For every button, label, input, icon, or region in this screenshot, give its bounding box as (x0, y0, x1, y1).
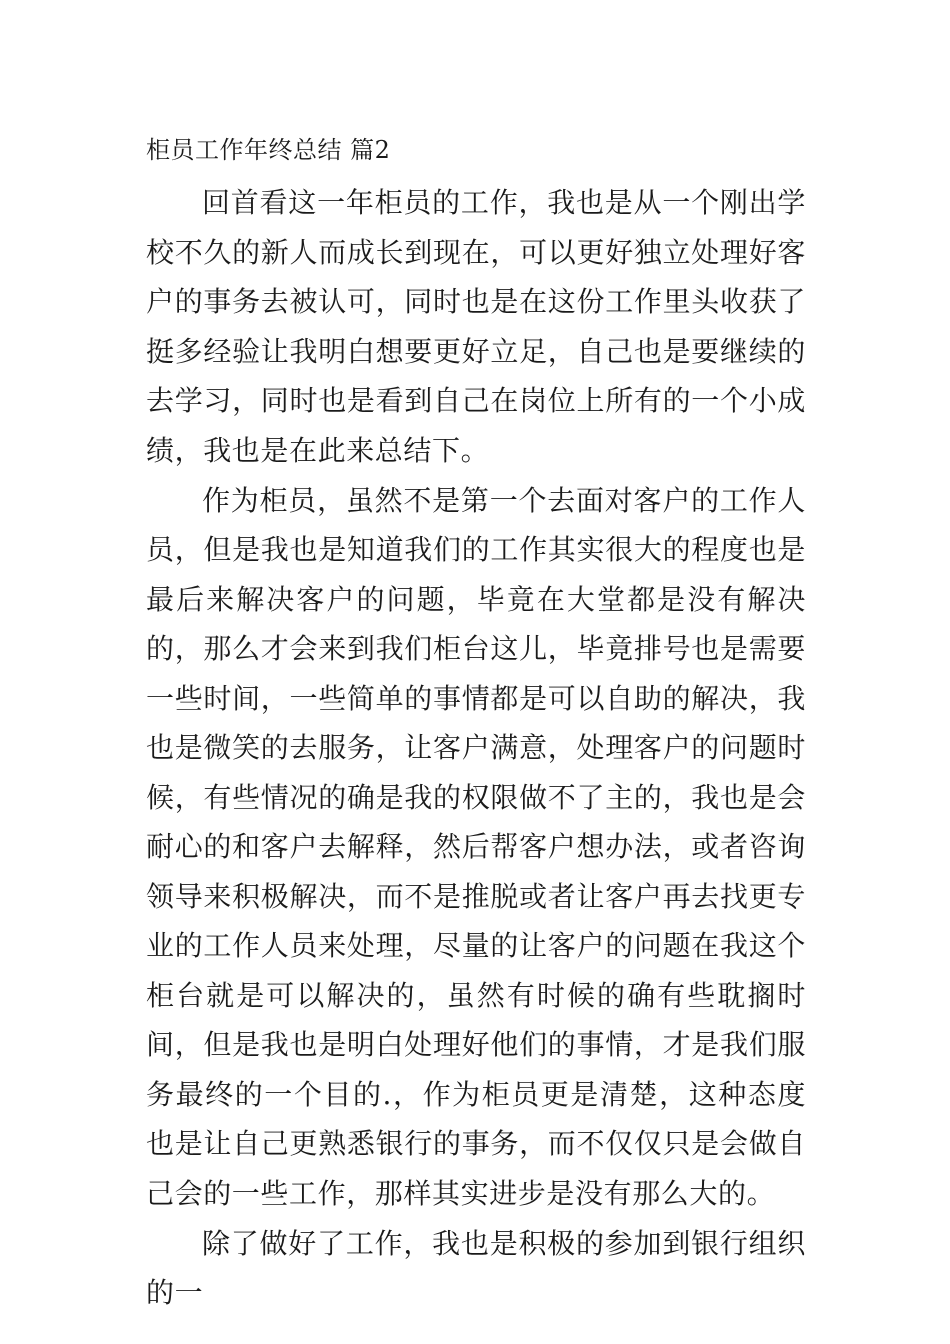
paragraph-2: 作为柜员，虽然不是第一个去面对客户的工作人员，但是我也是知道我们的工作其实很大的程度也是最后来解决客户的问题，毕竟在大堂都是没有解决的，那么才会来到我们柜台这儿，毕竟排号也是需要一些时间，一些简单的事情都是可以自助的解决，我也是微笑的去服务，让客户满意，处理客户的问题时候，有些情况的确是我的权限做不了主的，我也是会耐心的和客户去解释，然后帮客户想办法，或者咨询领导来积极解决，而不是推脱或者让客户再去找更专业的工作人员来处理，尽量的让客户的问题在我这个柜台就是可以解决的，虽然有时候的确有些耽搁时间，但是我也是明白处理好他们的事情，才是我们服务最终的一个目的.，作为柜员更是清楚，这种态度也是让自己更熟悉银行的事务，而不仅仅只是会做自己会的一些工作，那样其实进步是没有那么大的。 (146, 483, 806, 1210)
paragraph-1: 回首看这一年柜员的工作，我也是从一个刚出学校不久的新人而成长到现在，可以更好独立处理好客户的事务去被认可，同时也是在这份工作里头收获了挺多经验让我明白想要更好立足，自己也是要继续的去学习，同时也是看到自己在岗位上所有的一个小成绩，我也是在此来总结下。 (146, 186, 806, 467)
paragraph-3: 除了做好了工作，我也是积极的参加到银行组织的一 (146, 1226, 806, 1309)
document-title: 柜员工作年终总结 篇2 (146, 136, 391, 164)
document-page (146, 128, 806, 1318)
